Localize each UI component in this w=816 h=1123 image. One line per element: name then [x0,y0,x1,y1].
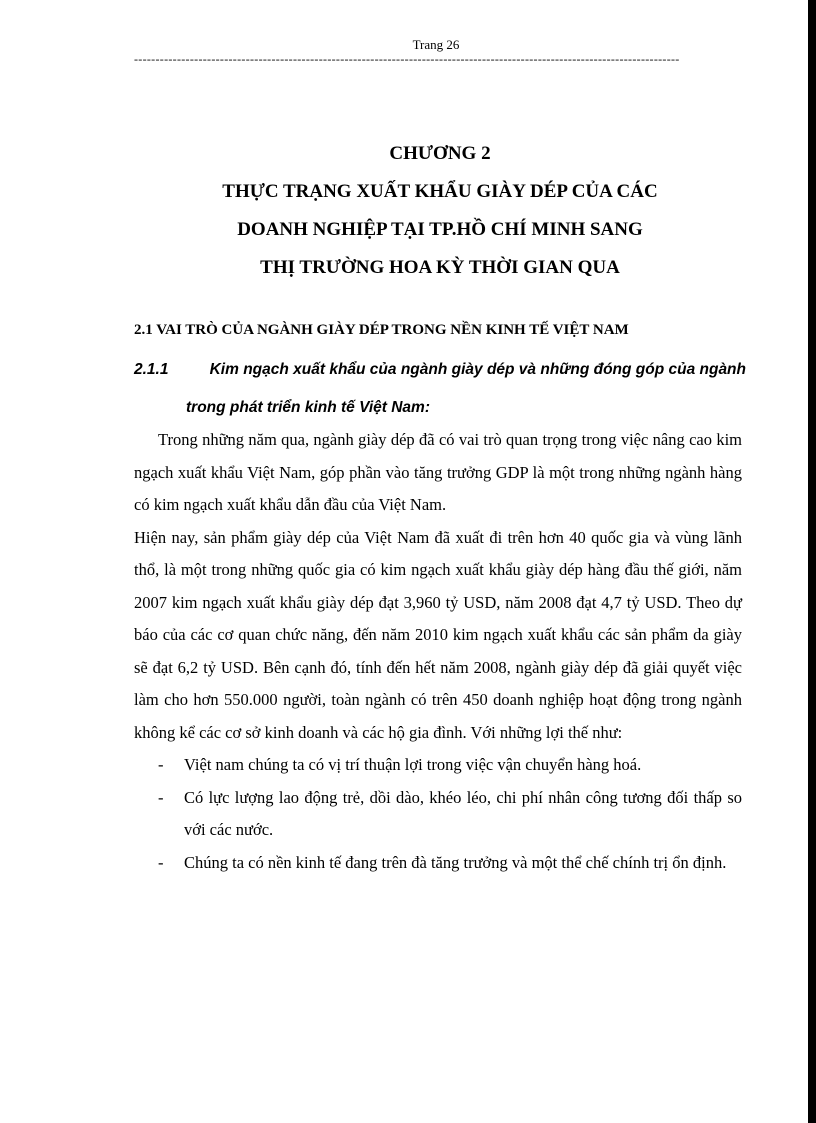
subsection-heading-line1 [134,355,746,385]
section-heading: 2.1 VAI TRÒ CỦA NGÀNH GIÀY DÉP TRONG NỀN KINH TẾ VIỆT NAM [134,322,629,338]
paragraph: Hiện nay, sản phẩm giày dép của Việt Nam đã xuất đi trên hơn 40 quốc gia và vùng lãnh thổ, là một trong những quốc gia có kim ngạch xuất khẩu giày dép hàng đầu thế giới, năm 2007 kim ngạch xuất khẩu giày dép đạt 3,960 tỷ USD, năm 2008 đạt 4,7 tỷ USD. Theo dự báo của các cơ quan chức năng, đến năm 2010 kim ngạch xuất khẩu các sản phẩm da giày sẽ đạt 6,2 tỷ USD. Bên cạnh đó, tính đến hết năm 2008, ngành giày dép đã giải quyết việc làm cho hơn 550.000 người, toàn ngành có trên 450 doanh nghiệp hoạt động trong ngành không kể các cơ sở kinh doanh và các hộ gia đình. Với những lợi thế như: [134,527,742,742]
list-item [134,782,742,847]
list-item-text: Có lực lượng lao động trẻ, dồi dào, khéo léo, chi phí nhân công tương đối thấp so với các nước. [184,787,742,839]
chapter-title-line: THỰC TRẠNG XUẤT KHẨU GIÀY DÉP CỦA CÁC [222,181,658,202]
subsection-heading [134,355,746,423]
chapter-number: CHƯƠNG 2 [389,143,491,164]
list-item [134,749,742,782]
subsection-title-line2: trong phát triển kinh tế Việt Nam: [186,399,430,416]
page-number-header: Trang 26 [412,37,460,52]
subsection-title-line1: Kim ngạch xuất khẩu của ngành giày dép và những đóng góp của ngành [209,361,746,378]
bullet-dash: - [158,852,164,872]
paragraph: Trong những năm qua, ngành giày dép đã có vai trò quan trọng trong việc nâng cao kim ngạch xuất khẩu Việt Nam, góp phần vào tăng trưởng GDP là một trong những ngành hàng có kim ngạch xuất khẩu dẫn đầu của Việt Nam. [134,430,742,514]
chapter-title-block [130,135,750,287]
subsection-number: 2.1.1 [134,361,169,378]
advantages-list [134,749,742,879]
list-item-text: Chúng ta có nền kinh tế đang trên đà tăng trưởng và một thể chế chính trị ổn định. [184,852,727,872]
list-item-text: Việt nam chúng ta có vị trí thuận lợi trong việc vận chuyển hàng hoá. [184,755,642,774]
header-dashed-rule: ------------------------------------------------------------------------------------------------------------------------------- [134,52,680,66]
chapter-title-line: DOANH NGHIỆP TẠI TP.HỒ CHÍ MINH SANG [237,219,643,240]
chapter-title-line: THỊ TRƯỜNG HOA KỲ THỜI GIAN QUA [260,257,620,278]
list-item [134,847,742,880]
bullet-dash: - [158,787,164,807]
body-text [134,424,742,879]
bullet-dash: - [158,755,164,774]
page-frame-border [808,0,816,1123]
